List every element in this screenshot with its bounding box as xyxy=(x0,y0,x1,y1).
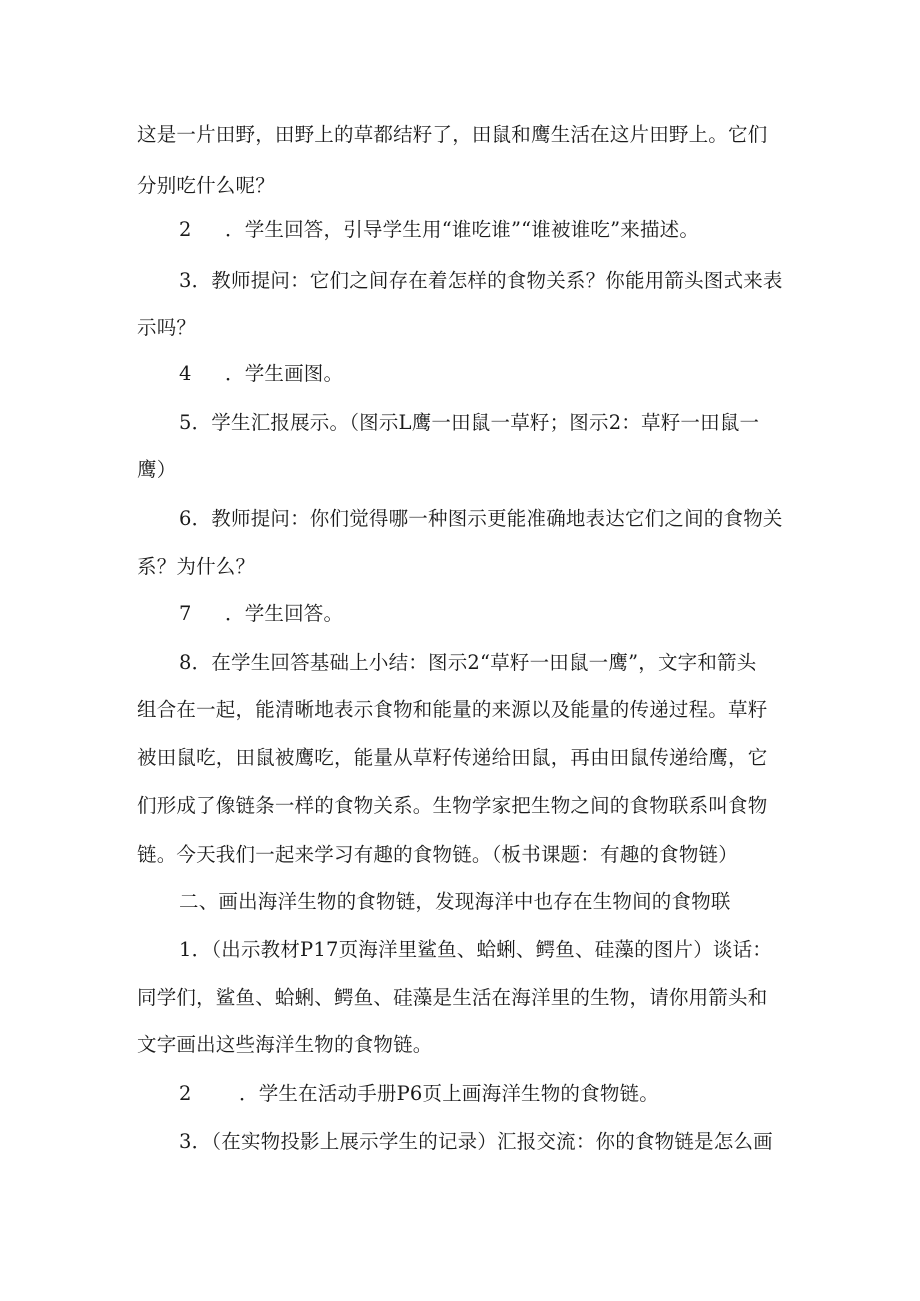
text-line-continuation: 示吗？ xyxy=(137,316,197,339)
list-item-5-student-report: 5．学生汇报展示。（图示L鹰一田鼠一草籽；图示2：草籽一田鼠一 xyxy=(179,411,760,434)
list-item-7-student-answer xyxy=(179,601,839,627)
list-number: 4 xyxy=(179,362,192,385)
list-item-6-teacher-question: 6．教师提问：你们觉得哪一种图示更能准确地表达它们之间的食物关 xyxy=(179,507,783,530)
list-text: ．学生回答，引导学生用“谁吃谁”“谁被谁吃”来描述。 xyxy=(225,218,700,241)
list-item-3-report-exchange: 3．（在实物投影上展示学生的记录）汇报交流：你的食物链是怎么画 xyxy=(179,1130,773,1153)
list-item-4-student-draw xyxy=(179,361,839,387)
list-text: ．学生画图。 xyxy=(225,362,344,385)
text-line-continuation: 们形成了像链条一样的食物关系。生物学家把生物之间的食物联系叫食物 xyxy=(137,794,768,817)
text-line-continuation: 同学们，鲨鱼、蛤蜊、鳄鱼、硅藻是生活在海洋里的生物，请你用箭头和 xyxy=(137,986,768,1009)
list-item-8-summary: 8．在学生回答基础上小结：图示2“草籽一田鼠一鹰”，文字和箭头 xyxy=(179,651,757,674)
list-text: ．学生在活动手册P6页上画海洋生物的食物链。 xyxy=(239,1082,659,1105)
list-item-2-student-answer xyxy=(179,217,839,243)
text-line-continuation: 被田鼠吃，田鼠被鹰吃，能量从草籽传递给田鼠，再由田鼠传递给鹰，它 xyxy=(137,746,768,769)
text-line-continuation: 系？为什么？ xyxy=(137,555,256,578)
text-line-continuation: 组合在一起，能清晰地表示食物和能量的来源以及能量的传递过程。草籽 xyxy=(137,698,768,721)
text-line-2: 分别吃什么呢？ xyxy=(137,174,275,197)
list-text: ．学生回答。 xyxy=(225,602,344,625)
section-heading-2: 二、画出海洋生物的食物链，发现海洋中也存在生物间的食物联 xyxy=(179,890,731,913)
list-number: 2 xyxy=(179,1082,192,1105)
list-number: 7 xyxy=(179,602,192,625)
text-line-continuation: 文字画出这些海洋生物的食物链。 xyxy=(137,1033,433,1056)
list-item-2-activity-handbook xyxy=(179,1081,839,1107)
list-item-3-teacher-question: 3．教师提问：它们之间存在着怎样的食物关系？你能用箭头图式来表 xyxy=(179,269,783,292)
text-line-continuation: 链。今天我们一起来学习有趣的食物链。（板书课题：有趣的食物链） xyxy=(137,843,738,866)
list-number: 2 xyxy=(179,218,192,241)
text-line-continuation: 鹰） xyxy=(137,458,177,481)
list-item-1-ocean-pictures: 1．（出示教材P17页海洋里鲨鱼、蛤蜊、鳄鱼、硅藻的图片）谈话： xyxy=(179,938,772,961)
text-line-1: 这是一片田野，田野上的草都结籽了，田鼠和鹰生活在这片田野上。它们 xyxy=(137,123,768,146)
